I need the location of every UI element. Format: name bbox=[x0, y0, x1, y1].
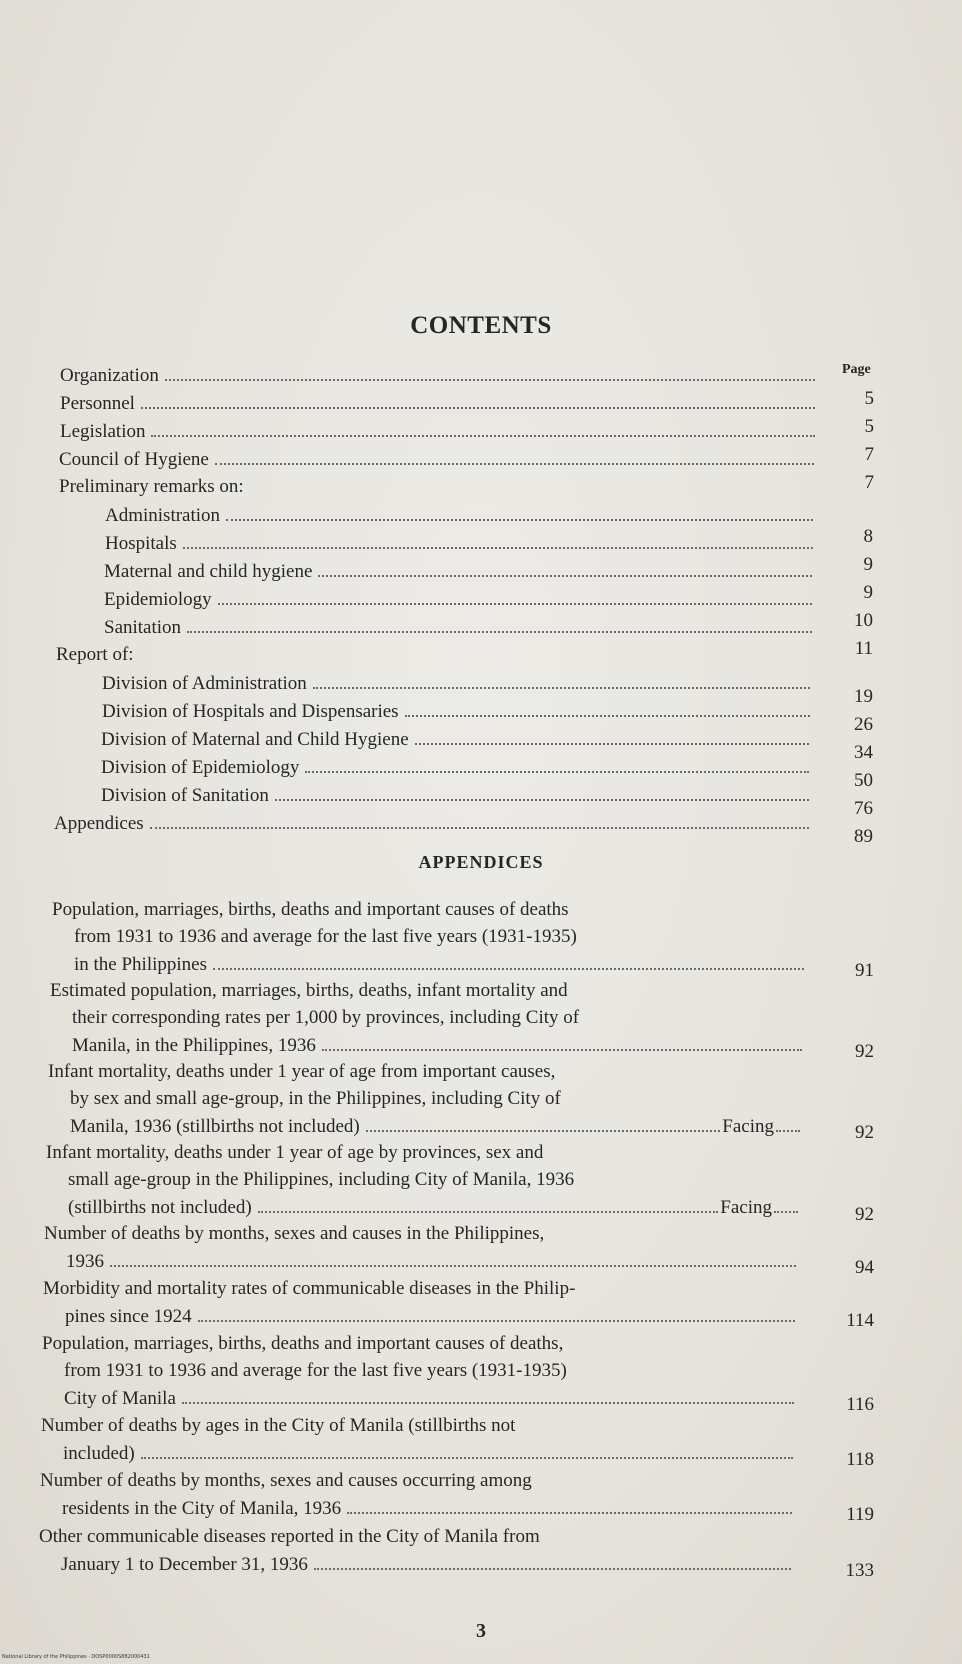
toc-entry-division-sanitation: Division of Sanitation bbox=[101, 782, 809, 808]
appendix-page-number: 91 bbox=[855, 960, 874, 981]
appendix-entry: Estimated population, marriages, births, deaths, infant mortality and their corresponding rates per 1,000 by provinces, including City of Manila, in the Philippines, 1936 bbox=[50, 977, 802, 1058]
toc-page-number: 10 bbox=[854, 610, 873, 631]
contents-title: CONTENTS bbox=[410, 312, 552, 339]
appendix-entry: Other communicable diseases reported in the City of Manila from January 1 to December 31, 1936 bbox=[39, 1523, 791, 1577]
appendix-page-number: 92 bbox=[855, 1041, 874, 1062]
toc-entry-division-maternal: Division of Maternal and Child Hygiene bbox=[101, 726, 809, 752]
toc-entry-legislation: Legislation bbox=[60, 418, 815, 444]
appendix-entry: Infant mortality, deaths under 1 year of age by provinces, sex and small age-group in the Philippines, including City of Manila, 1936 (stillbirths not included) Facing bbox=[46, 1139, 798, 1220]
appendix-entry: Number of deaths by ages in the City of Manila (stillbirths not included) bbox=[41, 1412, 793, 1466]
toc-page-number: 76 bbox=[854, 798, 873, 819]
page-column-header: Page bbox=[842, 362, 871, 377]
appendix-page-number: 118 bbox=[846, 1449, 874, 1470]
appendix-entry: Morbidity and mortality rates of communicable diseases in the Philip- pines since 1924 bbox=[43, 1275, 795, 1329]
appendix-page-number: 119 bbox=[846, 1504, 874, 1525]
toc-entry-sanitation: Sanitation bbox=[104, 614, 812, 640]
toc-page-number: 11 bbox=[854, 638, 873, 659]
toc-page-number: 5 bbox=[864, 388, 874, 409]
appendix-page-number: 133 bbox=[845, 1560, 874, 1581]
toc-heading-report-of: Report of: bbox=[56, 644, 134, 665]
appendices-title: APPENDICES bbox=[418, 852, 544, 872]
toc-entry-division-hospitals: Division of Hospitals and Dispensaries bbox=[102, 698, 810, 724]
toc-page-number: 50 bbox=[854, 770, 873, 791]
toc-entry-hospitals: Hospitals bbox=[105, 530, 813, 556]
page-number: 3 bbox=[476, 1620, 486, 1642]
toc-page-number: 26 bbox=[854, 714, 873, 735]
toc-page-number: 8 bbox=[863, 526, 873, 547]
appendix-entry: Number of deaths by months, sexes and causes occurring among residents in the City of Manila, 1936 bbox=[40, 1467, 792, 1521]
toc-heading-preliminary-remarks: Preliminary remarks on: bbox=[59, 476, 244, 497]
toc-page-number: 7 bbox=[864, 472, 874, 493]
toc-entry-organization: Organization bbox=[60, 362, 815, 388]
toc-entry-division-epidemiology: Division of Epidemiology bbox=[101, 754, 809, 780]
toc-entry-maternal-child-hygiene: Maternal and child hygiene bbox=[104, 558, 812, 584]
appendix-entry: Population, marriages, births, deaths and important causes of deaths from 1931 to 1936 and average for the last five years (1931-1935) in the Philippines bbox=[52, 896, 804, 977]
toc-entry-division-administration: Division of Administration bbox=[102, 670, 810, 696]
toc-page-number: 7 bbox=[864, 444, 874, 465]
appendix-page-number: 94 bbox=[855, 1257, 874, 1278]
toc-entry-council-of-hygiene: Council of Hygiene bbox=[59, 446, 814, 472]
toc-entry-administration: Administration bbox=[105, 502, 813, 528]
appendix-entry: Infant mortality, deaths under 1 year of age from important causes, by sex and small age-group, in the Philippines, including City of Manila, 1936 (stillbirths not included) Facing bbox=[48, 1058, 800, 1139]
appendix-entry: Population, marriages, births, deaths and important causes of deaths, from 1931 to 1936 and average for the last five years (1931-1935) City of Manila bbox=[42, 1330, 794, 1411]
toc-entry-appendices: Appendices bbox=[54, 810, 809, 836]
toc-page-number: 89 bbox=[854, 826, 873, 847]
appendix-entry: Number of deaths by months, sexes and causes in the Philippines, 1936 bbox=[44, 1220, 796, 1274]
toc-page-number: 34 bbox=[854, 742, 873, 763]
toc-page-number: 5 bbox=[864, 416, 874, 437]
scan-footer: National Library of the Philippines · DOSP0000S882000431 bbox=[2, 1654, 150, 1660]
toc-page-number: 9 bbox=[863, 582, 873, 603]
toc-entry-epidemiology: Epidemiology bbox=[104, 586, 812, 612]
toc-entry-personnel: Personnel bbox=[60, 390, 815, 416]
appendix-page-number: 92 bbox=[855, 1122, 874, 1143]
toc-page-number: 19 bbox=[854, 686, 873, 707]
appendix-page-number: 116 bbox=[846, 1394, 874, 1415]
toc-page-number: 9 bbox=[863, 554, 873, 575]
appendix-page-number: 92 bbox=[855, 1204, 874, 1225]
appendix-page-number: 114 bbox=[846, 1310, 874, 1331]
